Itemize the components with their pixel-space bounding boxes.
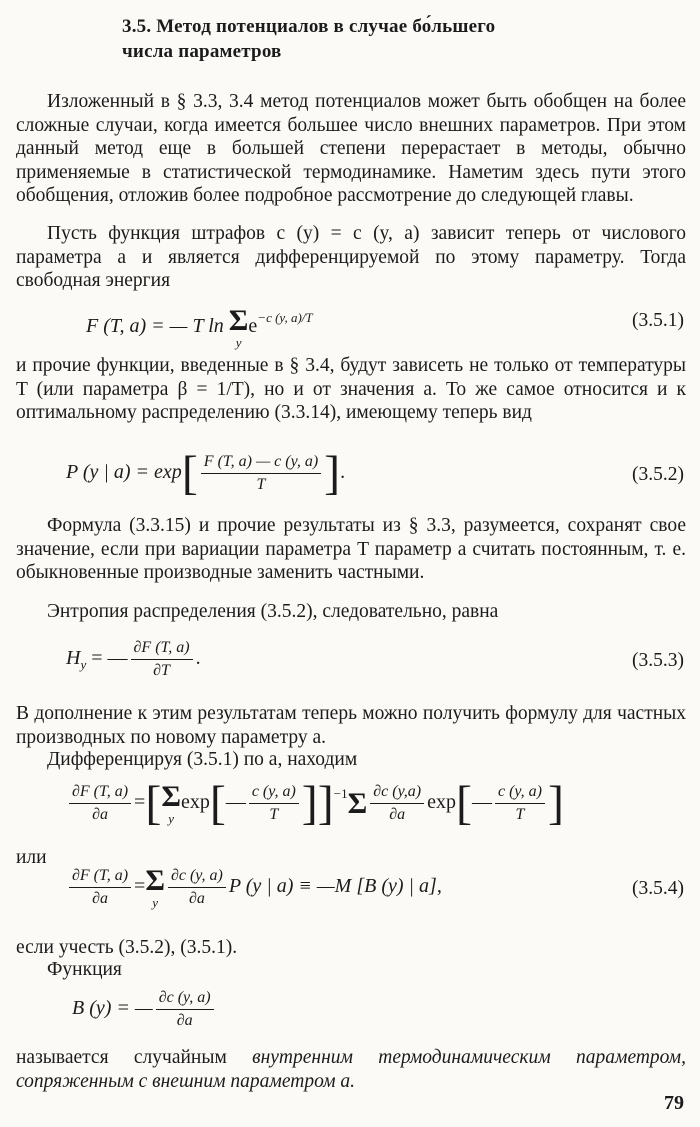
eq2-fraction: $\frac{F (T, a) — c (y, a)}{T}$ — [201, 452, 321, 495]
paragraph-entropy: Энтропия распределения (3.5.2), следовательно, равна — [47, 601, 499, 622]
eq3-fraction: $\frac{\partial F (T, a)}{\partial T}$ — [131, 638, 193, 681]
paragraph-differentiating: Дифференцируя (3.5.1) по a, находим — [47, 749, 358, 770]
eq1-lhs: F (T, a) = — T ln — [86, 315, 224, 338]
paragraph-function: Функция — [47, 959, 122, 980]
equation-3-5-1: F (T, a) = — T ln Σ y $e^{-c (y, a)/T}$ (3.5.1) — [86, 304, 684, 350]
paragraph-formula-remark: Формула (3.3.15) и прочие результаты из § 3.3, разумеется, сохранят свое значение, если при вариации параметра T параметр a считать постоянным, т. е. обыкновенные производные заменить частными. — [16, 515, 686, 583]
eq4-number: (3.5.4) — [632, 878, 684, 899]
equation-3-5-4: $\frac{\partial F (T, a)}{\partial a}$ = Σ y $\frac{\partial c (y, a)}{\partial a}$ P (y | a) ≡ —M [B (y) | a], (3.5.4) — [0, 864, 700, 930]
eq3-number: (3.5.3) — [632, 650, 684, 671]
paragraph-penalty-function: Пусть функция штрафов c (y) = c (y, a) зависит теперь от числового параметра a и является дифференцируемой по этому параметру. Тогда свободная энергия — [16, 223, 686, 291]
section-heading-line2: числа параметров — [122, 41, 282, 62]
section-heading — [122, 14, 582, 64]
paragraph-addition: В дополнение к этим результатам теперь можно получить формулу для частных производных по новому параметру a. — [16, 703, 686, 748]
paragraph-or: или — [16, 847, 47, 868]
equation-3-5-2: P (y | a) = exp[ $\frac{F (T, a) — c (y, a)}{T}$ ]. (3.5.2) — [66, 446, 684, 500]
paragraph-intro: Изложенный в § 3.3, 3.4 метод потенциалов может быть обобщен на более сложные случаи, когда имеется большее число внешних параметров. При этом данный метод еще в большей степени перерастает в методы, обычно применяемые в статистической термодинамике. Наметим здесь пути этого обобщения, отложив более подробное рассмотрение до следующей главы. — [16, 91, 686, 206]
paragraph-functions: и прочие функции, введенные в § 3.4, будут зависеть не только от температуры T (или параметра β = 1/T), но и от значения a. То же самое относится и к оптимальному распределению (3.3.14), имеющему теперь вид — [16, 355, 686, 423]
paragraph-called-random: называется случайным внутренним термодинамическим параметром, сопряженным с внешним параметром a. — [16, 1047, 687, 1092]
paragraph-taking-into-account: если учесть (3.5.2), (3.5.1). — [16, 937, 238, 958]
eq1-sum: Σ y — [228, 304, 249, 350]
page-number: 79 — [664, 1092, 684, 1114]
eq1-exponent: −c (y, a)/T — [257, 310, 313, 326]
section-heading-line1: 3.5. Метод потенциалов в случае бо́льшего — [122, 16, 496, 37]
eq2-number: (3.5.2) — [632, 464, 684, 485]
eq1-number: (3.5.1) — [632, 310, 684, 331]
equation-B-definition: B (y) = — $\frac{\partial c (y, a)}{\partial a}$ — [0, 988, 700, 1040]
equation-3-5-3: $H_y$ = — $\frac{\partial F (T, a)}{\partial T}$ . (3.5.3) — [66, 639, 684, 679]
equation-derivative: $\frac{\partial F (T, a)}{\partial a}$ =[ Σ y exp[— $\frac{c (y, a)}{T}$ ]]$^{-1}$ Σ $\frac{\partial c (y,a)}{\partial a}$ exp[— $\frac{c (y, a)}{T}$ ] — [0, 780, 700, 848]
eq2-lhs: P (y | a) = exp — [66, 461, 182, 484]
